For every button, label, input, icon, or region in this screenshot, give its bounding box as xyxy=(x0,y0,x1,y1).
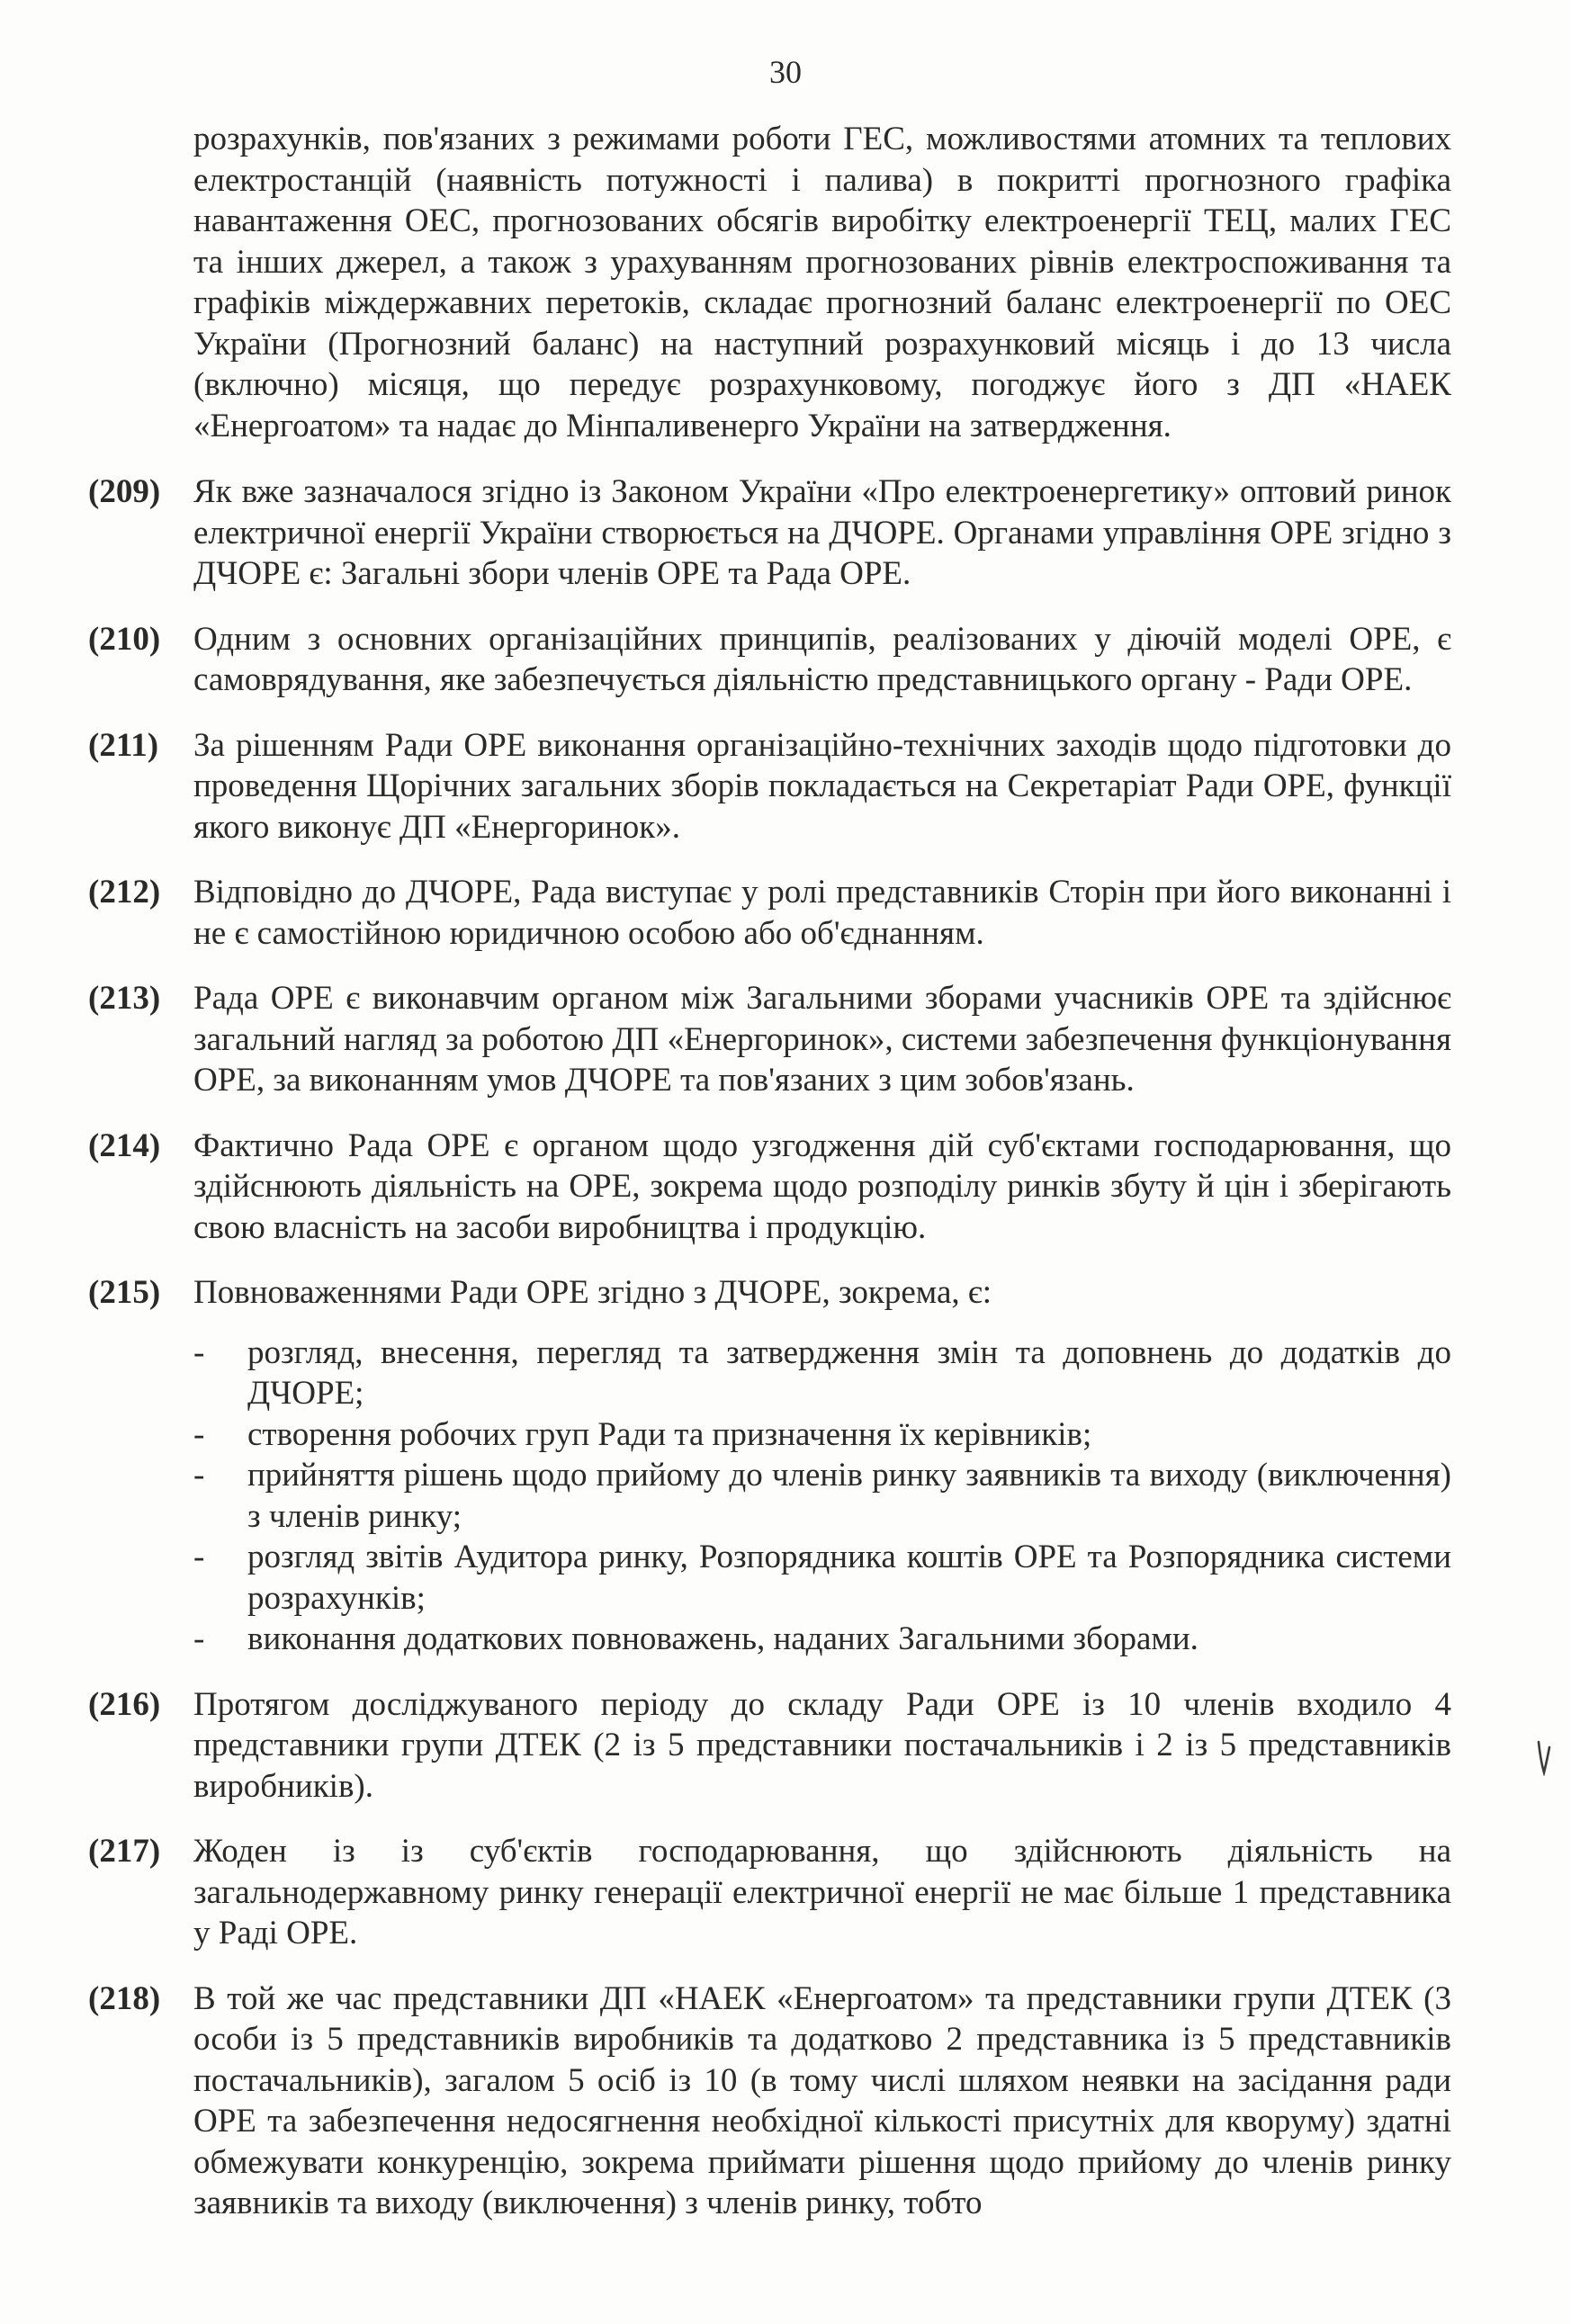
paragraph-text: За рішенням Ради ОРЕ виконання організаційно-технічних заходів щодо підготовки до проведення Щорічних загальних зборів покладається на Секретаріат Ради ОРЕ, функції якого виконує ДП «Енергоринок». xyxy=(193,726,1451,846)
list-dash: - xyxy=(193,1457,205,1494)
numbered-paragraph xyxy=(88,1684,1451,1808)
list-dash: - xyxy=(193,1620,205,1657)
list-item xyxy=(88,1455,1451,1537)
list-item xyxy=(88,1619,1451,1660)
numbered-paragraph xyxy=(88,471,1451,595)
list-dash: - xyxy=(193,1539,205,1575)
paragraph-text: Фактично Рада ОРЕ є органом щодо узгодження дій суб'єктами господарювання, що здійснюють діяльність на ОРЕ, зокрема щодо розподілу ринків збуту й цін і зберігають свою власність на засоби виробництва і продукцію. xyxy=(193,1126,1451,1246)
paragraph-number: (218) xyxy=(88,1979,161,2017)
list-dash: - xyxy=(193,1415,205,1453)
document-body xyxy=(88,119,1451,2248)
paragraph-number: (209) xyxy=(88,473,161,510)
paragraph-text: Повноваженнями Ради ОРЕ згідно з ДЧОРЕ, зокрема, є: xyxy=(193,1274,992,1311)
paragraph-text: Жоден із із суб'єктів господарювання, що здійснюють діяльність на загальнодержавному ринку генерації електричної енергії не має більше 1 представника у Раді ОРЕ. xyxy=(193,1833,1451,1952)
numbered-paragraph xyxy=(88,1979,1451,2224)
paragraph-text: В той же час представники ДП «НАЕК «Енергоатом» та представники групи ДТЕК (3 особи із 5 представників виробників та додатково 2 представника із 5 представників постачальників), загалом 5 осіб із 10 (в тому числі шляхом неявки на засідання ради ОРЕ та забезпечення недосягнення необхідної кількості присутніх для кворуму) здатні обмежувати конкуренцію, зокрема приймати рішення щодо прийому до членів ринку заявників та виходу (виключення) з членів ринку, тобто xyxy=(193,1979,1451,2221)
powers-list xyxy=(88,1332,1451,1660)
paragraphs-before-list xyxy=(88,471,1451,1314)
paragraph-number: (217) xyxy=(88,1833,161,1870)
numbered-paragraph xyxy=(88,1272,1451,1314)
numbered-paragraph xyxy=(88,1126,1451,1249)
paragraph-text: Одним з основних організаційних принципів, реалізованих у діючій моделі ОРЕ, є самоврядування, яке забезпечується діяльністю представницького органу - Ради ОРЕ. xyxy=(193,620,1451,698)
paragraph-number: (214) xyxy=(88,1126,161,1164)
numbered-paragraph xyxy=(88,725,1451,848)
paragraph-number: (211) xyxy=(88,726,159,764)
continuation-paragraph: розрахунків, пов'язаних з режимами роботи ГЕС, можливостями атомних та теплових електростанцій (наявність потужності і палива) в покритті прогнозного графіка навантаження ОЕС, прогнозованих обсягів виробітку електроенергії ТЕЦ, малих ГЕС та інших джерел, а також з урахуванням прогнозованих рівнів електроспоживання та графіків міждержавних перетоків, складає прогнозний баланс електроенергії по ОЕС України (Прогнозний баланс) на наступний розрахунковий місяць і до 13 числа (включно) місяця, що передує розрахунковому, погоджує його з ДП «НАЕК «Енергоатом» та надає до Мінпаливенерго України на затвердження. xyxy=(193,121,1451,444)
paragraphs-after-list xyxy=(88,1684,1451,2224)
paragraph-number: (216) xyxy=(88,1685,161,1723)
numbered-paragraph xyxy=(88,619,1451,701)
handwritten-margin-mark xyxy=(1535,1736,1553,1776)
paragraph-text: Протягом досліджуваного періоду до складу Ради ОРЕ із 10 членів входило 4 представники групи ДТЕК (2 із 5 представники постачальників і 2 із 5 представників виробників). xyxy=(193,1685,1451,1805)
list-item-text: прийняття рішень щодо прийому до членів ринку заявників та виходу (виключення) з членів ринку; xyxy=(247,1457,1451,1535)
paragraph-number: (215) xyxy=(88,1274,161,1311)
numbered-paragraph xyxy=(88,1831,1451,1954)
paragraph-text: Відповідно до ДЧОРЕ, Рада виступає у ролі представників Сторін при його виконанні і не є самостійною юридичною особою або об'єднанням. xyxy=(193,874,1451,952)
list-dash: - xyxy=(193,1333,205,1371)
paragraph-text: Як вже зазначалося згідно із Законом України «Про електроенергетику» оптовий ринок електричної енергії України створюється на ДЧОРЕ. Органами управління ОРЕ згідно з ДЧОРЕ є: Загальні збори членів ОРЕ та Рада ОРЕ. xyxy=(193,473,1451,592)
paragraph-number: (210) xyxy=(88,620,161,658)
list-item xyxy=(88,1332,1451,1414)
numbered-paragraph xyxy=(88,872,1451,954)
numbered-paragraph xyxy=(88,978,1451,1101)
paragraph-text: Рада ОРЕ є виконавчим органом між Загальними зборами учасників ОРЕ та здійснює загальний нагляд за роботою ДП «Енергоринок», системи забезпечення функціонування ОРЕ, за виконанням умов ДЧОРЕ та пов'язаних з цим зобов'язань. xyxy=(193,980,1451,1099)
list-item xyxy=(88,1414,1451,1456)
list-item-text: розгляд, внесення, перегляд та затвердження змін та доповнень до додатків до ДЧОРЕ; xyxy=(247,1333,1451,1412)
list-item-text: розгляд звітів Аудитора ринку, Розпорядника коштів ОРЕ та Розпорядника системи розрахунків; xyxy=(247,1539,1451,1617)
list-item-text: виконання додаткових повноважень, наданих Загальними зборами. xyxy=(247,1620,1198,1657)
paragraph-number: (213) xyxy=(88,980,161,1017)
paragraph-number: (212) xyxy=(88,874,161,911)
page-number: 30 xyxy=(769,54,802,90)
list-item xyxy=(88,1537,1451,1619)
list-item-text: створення робочих груп Ради та призначення їх керівників; xyxy=(247,1415,1092,1453)
